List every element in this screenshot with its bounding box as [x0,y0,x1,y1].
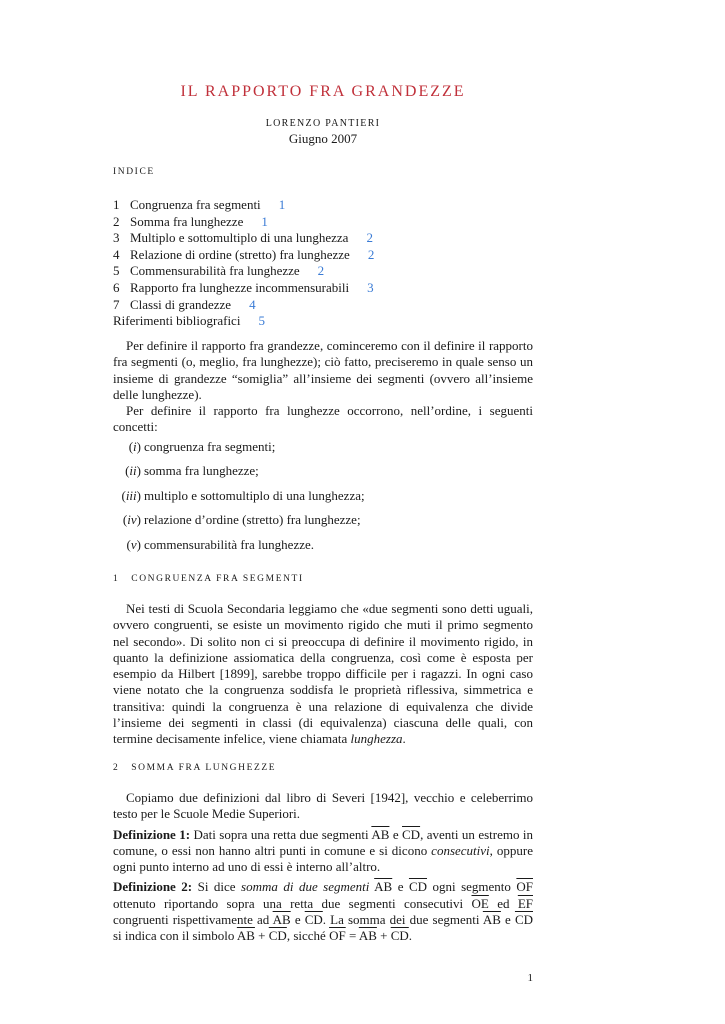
toc-entry[interactable] [113,247,533,264]
segment-symbol: $\overline{CD}$ [514,912,533,928]
toc-page-link[interactable]: 1 [278,197,286,212]
emphasis-term: consecutivi [431,842,490,858]
section-paragraph: Nei testi di Scuola Secondaria leggiamo che «due segmenti sono detti uguali, ovvero congruenti, se esiste un movimento rigido che muti il primo segmento nel secondo». Di solito non ci si preoccupa di definire il movimento rigido, in quanto la definizione assiomatica della congruenza, così come è esposta per esempio da Hilbert [1899], sarebbe troppo difficile per i ragazzi. In ogni caso viene notato che la congruenza soddisfa le proprietà riflessiva, simmetrica e transitiva: quindi la congruenza è una relazione di equivalenza che divide l’insieme dei segmenti in classi (di equivalenza) ciascuna delle quali, con termine decisamente infelice, viene chiamata lunghezza. [113,601,533,747]
page-number: 1 [527,972,533,984]
toc-entry[interactable] [113,280,533,297]
definition-label: Definizione 1: [113,826,191,842]
publication-date: Giugno 2007 [288,131,358,146]
list-item-text: relazione d’ordine (stretto) fra lunghezze; [144,512,361,528]
toc-entry-number: 5 [113,263,120,279]
toc-entry-label: Commensurabilità fra lunghezze [130,263,300,279]
toc-entry[interactable] [113,214,533,231]
toc-page-link[interactable]: 2 [366,230,373,246]
toc-entry-number: 1 [113,197,120,212]
list-item-number: (ii) [125,463,141,479]
list-item-number: (v) [126,536,141,552]
definition-1: Definizione 1: Dati sopra una retta due segmenti $\overline{AB}$ e $\overline{CD}$, aventi un estremo in comune, o essi non hanno altri punti in comune e si dicono consecutivi, oppure ogni punto interno ad uno di essi è interno all’altro. [113,826,534,875]
toc-entry[interactable] [113,263,533,280]
section-heading-congruenza: 1 CONGRUENZA FRA SEGMENTI [113,574,304,584]
toc-entry-number: 6 [113,279,120,295]
toc-entry[interactable] [113,230,533,247]
toc-entry-label: Riferimenti bibliografici [113,313,241,329]
toc-entry-references[interactable] [113,313,533,330]
toc-entry-label: Classi di grandezze [130,296,232,312]
section-paragraph: Copiamo due definizioni dal libro di Severi [1942], vecchio e celeberrimo testo per le Scuole Medie Superiori. [113,790,533,822]
section-heading-somma: 2 SOMMA FRA LUNGHEZZE [113,763,277,773]
segment-symbol: $\overline{OF}$ [329,928,346,944]
toc-page-link[interactable]: 1 [261,213,268,229]
concept-list [113,439,533,561]
segment-symbol: $\overline{CD}$ [304,912,323,928]
introduction [113,338,533,436]
segment-symbol: $\overline{CD}$ [408,879,428,895]
table-of-contents [113,197,533,330]
segment-symbol: $\overline{AB}$ [272,912,291,928]
toc-page-link[interactable]: 2 [367,246,375,262]
segment-symbol: $\overline{CD}$ [402,826,421,842]
segment-symbol: $\overline{AB}$ [374,879,393,895]
list-item [113,439,533,463]
list-item [113,463,533,487]
list-item-number: (iii) [121,487,141,503]
toc-entry-label: Relazione di ordine (stretto) fra lunghezze [130,246,350,262]
intro-paragraph: Per definire il rapporto fra grandezze, cominceremo con il definire il rapporto fra segmenti (o, meglio, fra lunghezze); ciò fatto, preciseremo in quale senso un insieme di grandezze “somiglia” all’insieme dei segmenti (ovvero all’insieme delle lunghezze). [113,338,533,402]
paper-page [113,0,533,1024]
segment-symbol: $\overline{AB}$ [236,928,255,944]
toc-heading: INDICE [113,167,155,177]
list-item [113,488,533,512]
segment-symbol: $\overline{AB}$ [358,928,377,944]
toc-entry-label: Congruenza fra segmenti [130,197,261,212]
toc-entry-label: Multiplo e sottomultiplo di una lunghezza [130,230,349,246]
list-item-text: commensurabilità fra lunghezze. [144,536,315,552]
segment-symbol: $\overline{CD}$ [390,928,409,944]
segment-symbol: $\overline{EF}$ [517,895,533,911]
author-name: LORENZO PANTIERI [265,118,381,129]
toc-entry-number: 7 [113,296,120,312]
list-item [113,512,533,536]
segment-symbol: $\overline{AB}$ [371,826,390,842]
list-item-number: (i) [128,439,141,454]
toc-entry-number: 3 [113,230,120,246]
toc-entry[interactable] [113,197,533,214]
segment-symbol: $\overline{OE}$ [471,895,489,911]
toc-page-link[interactable]: 4 [249,296,256,312]
segment-symbol: $\overline{CD}$ [268,928,287,944]
segment-symbol: $\overline{AB}$ [482,912,501,928]
toc-page-link[interactable]: 2 [317,263,325,279]
list-item-text: congruenza fra segmenti; [144,439,276,454]
list-item-text: somma fra lunghezze; [144,463,259,479]
emphasis-term: somma di due segmenti [241,879,370,895]
toc-entry[interactable] [113,297,533,314]
section-somma-body [113,790,533,945]
emphasis-term: lunghezza [350,731,403,747]
definition-label: Definizione 2: [113,879,193,895]
definition-2: Definizione 2: Si dice somma di due segmenti $\overline{AB}$ e $\overline{CD}$ ogni segmento $\overline{OF}$ ottenuto riportando sopra una retta due segmenti consecutivi $\overline{OE}$ ed $\overline{EF}$ congruenti rispettivamente ad $\overline{AB}$ e $\overline{CD}$. La somma dei due segmenti $\overline{AB}$ e $\overline{CD}$ si indica con il simbolo $\overline{AB} + \overline{CD}$, sicché $\overline{OF} = \overline{AB} + \overline{CD}$. [113,879,533,944]
toc-entry-number: 2 [113,213,120,229]
toc-entry-label: Rapporto fra lunghezze incommensurabili [130,279,350,295]
toc-entry-label: Somma fra lunghezze [130,213,244,229]
list-item-number: (iv) [122,512,141,528]
segment-symbol: $\overline{OF}$ [516,879,533,895]
list-item [113,537,533,561]
paper-title: IL RAPPORTO FRA GRANDEZZE [180,83,466,100]
list-item-text: multiplo e sottomultiplo di una lunghezza; [144,487,365,503]
toc-entry-number: 4 [113,246,120,262]
toc-page-link[interactable]: 5 [258,313,265,329]
section-congruenza-body [113,601,533,748]
toc-page-link[interactable]: 3 [367,279,374,295]
intro-paragraph: Per definire il rapporto fra lunghezze occorrono, nell’ordine, i seguenti concetti: [113,403,533,435]
